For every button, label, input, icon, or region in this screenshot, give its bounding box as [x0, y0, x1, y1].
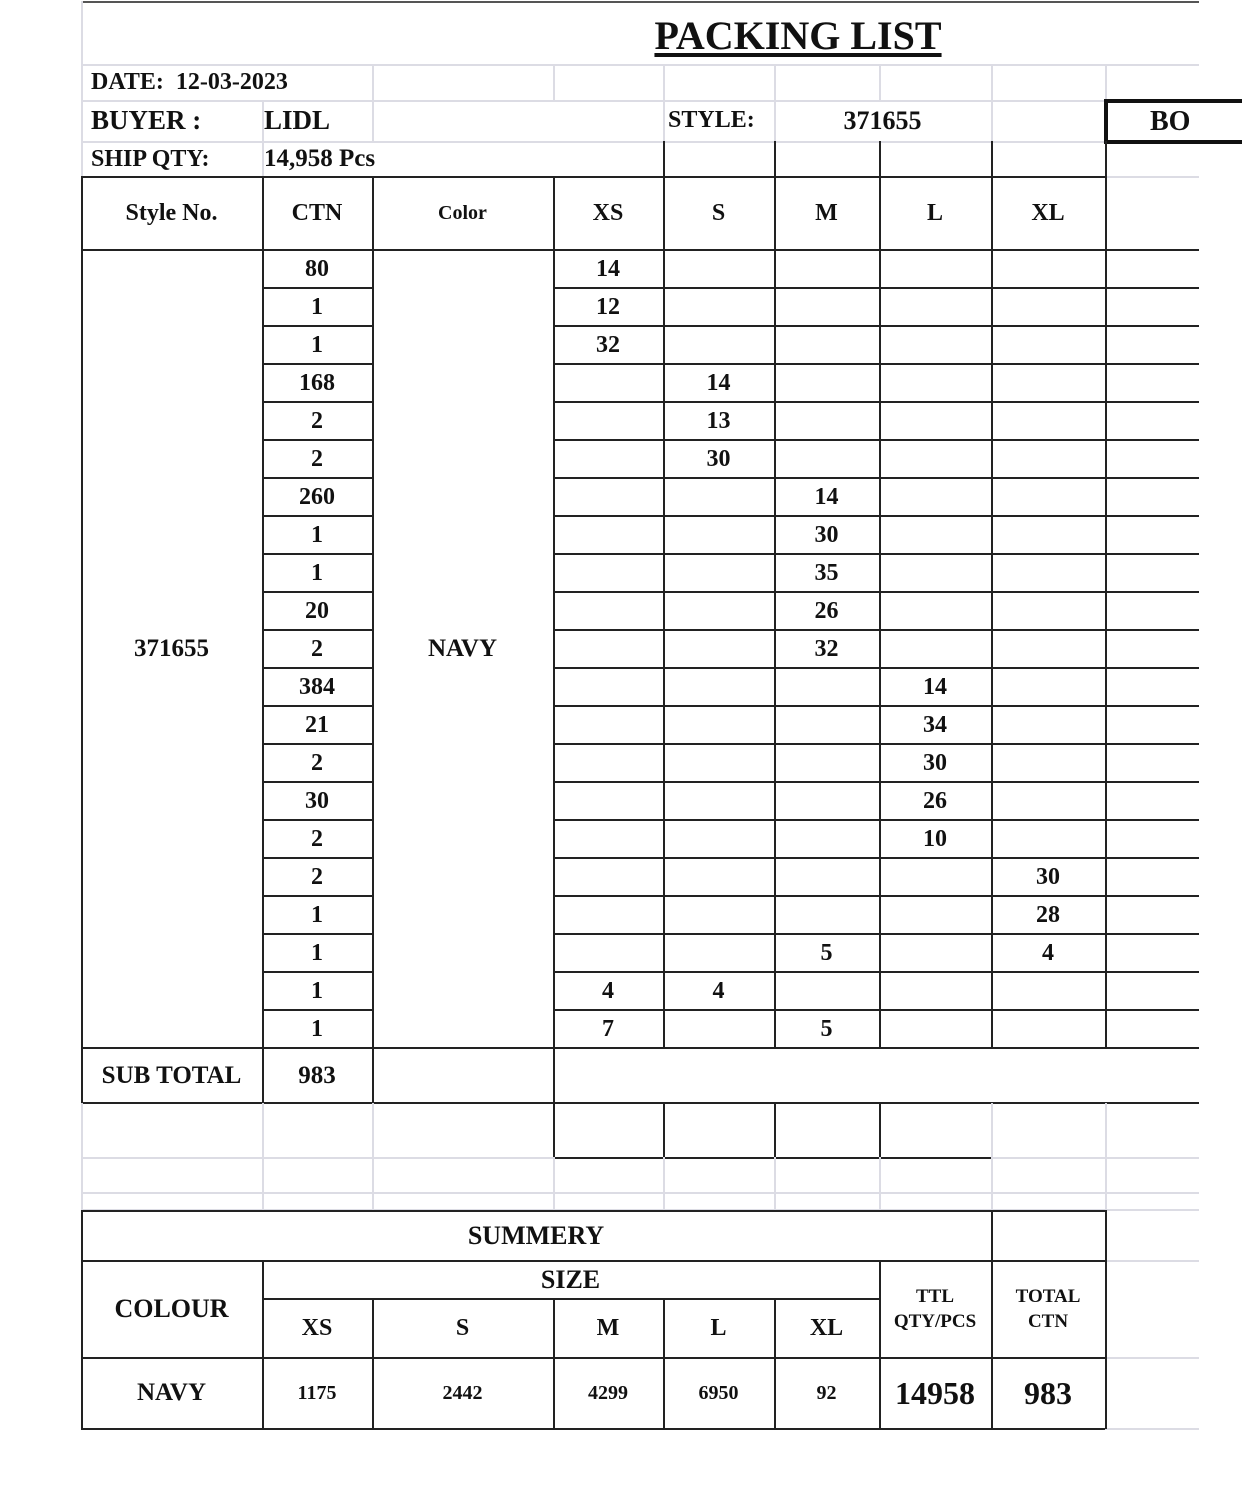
cell-l [879, 592, 991, 630]
table-border [1105, 176, 1107, 1049]
cell-xs [553, 402, 663, 440]
date-field [81, 64, 381, 100]
cell-m [774, 668, 879, 706]
header-ctn: CTN [291, 199, 343, 226]
cell-m: 35 [814, 559, 839, 586]
cell-s [663, 630, 774, 668]
cell-m: 26 [814, 597, 839, 624]
cell-s [663, 896, 774, 934]
cell-m [774, 250, 879, 288]
cell-ctn: 1 [311, 331, 323, 358]
cell-l [879, 288, 991, 326]
cell-m [774, 326, 879, 364]
header-m: M [815, 199, 838, 226]
cell-m [774, 972, 879, 1010]
summary-header-xs: XS [301, 1314, 333, 1341]
cell-ctn: 168 [299, 369, 335, 396]
ship-qty-value: 14,958 Pcs [264, 145, 376, 172]
summary-ttl-qty-value: 14958 [895, 1374, 975, 1411]
cell-m [774, 820, 879, 858]
cell-xs [553, 668, 663, 706]
grid-line [774, 1157, 776, 1211]
style-value: 371655 [843, 105, 922, 135]
summary-xl-value: 92 [816, 1381, 837, 1404]
cell-m [774, 402, 879, 440]
cell-l [879, 934, 991, 972]
cell-xl [991, 326, 1105, 364]
summary-ttl-qty-header [879, 1261, 991, 1357]
page-title: PACKING LIST [654, 12, 942, 58]
cell-m: 14 [814, 483, 839, 510]
grid-line [879, 1157, 881, 1211]
cell-xl [991, 630, 1105, 668]
total-ctn-line2: CTN [1027, 1311, 1069, 1332]
grid-line [1105, 1357, 1199, 1359]
cell-l [879, 516, 991, 554]
buyer-label: BUYER : [91, 105, 202, 135]
summary-border [1105, 1210, 1107, 1429]
summary-border [81, 1428, 1105, 1430]
cell-xs [553, 630, 663, 668]
cell-l [879, 326, 991, 364]
cell-m [774, 782, 879, 820]
cell-ctn: 1 [311, 977, 323, 1004]
cell-l: 26 [923, 787, 947, 814]
cell-s [663, 326, 774, 364]
cell-m [774, 288, 879, 326]
ttl-qty-line2: QTY/PCS [893, 1311, 977, 1332]
cell-xl [991, 250, 1105, 288]
cell-xl [991, 440, 1105, 478]
cell-ctn: 1 [311, 939, 323, 966]
cell-xl [991, 554, 1105, 592]
grid-line [663, 1103, 665, 1159]
cell-m [774, 896, 879, 934]
date-value: 12-03-2023 [175, 68, 288, 95]
cell-xs: 32 [596, 331, 620, 358]
cell-ctn: 2 [311, 635, 323, 662]
cell-s [663, 820, 774, 858]
summary-header-xl: XL [809, 1314, 844, 1341]
cell-ctn: 21 [305, 711, 329, 738]
cell-xl [991, 782, 1105, 820]
cell-xs: 14 [596, 255, 620, 282]
cell-xs: 4 [602, 977, 614, 1004]
ship-qty-label: SHIP QTY: [91, 145, 210, 172]
cell-l [879, 630, 991, 668]
ttl-qty-line1: TTL [915, 1286, 955, 1307]
cell-xs [553, 516, 663, 554]
cell-xs [553, 782, 663, 820]
style-label: STYLE: [668, 107, 755, 133]
grid-line [1105, 1260, 1199, 1262]
cell-xs [553, 858, 663, 896]
cell-xl: 30 [1036, 863, 1060, 890]
cell-xs [553, 820, 663, 858]
cell-xs [553, 592, 663, 630]
cell-xl [991, 972, 1105, 1010]
summary-s-value: 2442 [442, 1381, 483, 1404]
cell-m: 30 [814, 521, 839, 548]
grid-line [553, 1157, 991, 1159]
table-border [774, 141, 776, 177]
cell-ctn: 2 [311, 445, 323, 472]
cell-xl: 28 [1036, 901, 1060, 928]
cell-s [663, 744, 774, 782]
cell-ctn: 1 [311, 559, 323, 586]
cell-l [879, 972, 991, 1010]
cell-ctn: 1 [311, 1015, 323, 1042]
top-border [81, 1, 1199, 3]
cell-s [663, 478, 774, 516]
grid-line [774, 1103, 776, 1159]
cell-ctn: 2 [311, 749, 323, 776]
summary-header-m: M [596, 1314, 620, 1341]
cell-s [663, 934, 774, 972]
grid-line [1105, 64, 1107, 100]
cell-s [663, 858, 774, 896]
header-style-no: Style No. [125, 199, 218, 226]
summary-size-header: SIZE [540, 1265, 601, 1294]
header-l: L [926, 199, 943, 226]
cell-m [774, 744, 879, 782]
grid-line [1105, 1103, 1107, 1211]
grid-line [991, 1103, 993, 1211]
cell-xl [991, 364, 1105, 402]
cell-s: 30 [706, 445, 731, 472]
cell-m [774, 858, 879, 896]
cell-l [879, 858, 991, 896]
table-border [879, 141, 881, 177]
header-xl: XL [1031, 199, 1065, 226]
cell-l [879, 250, 991, 288]
subtotal-label: SUB TOTAL [101, 1061, 242, 1089]
table-border [1105, 141, 1107, 177]
cell-s [663, 288, 774, 326]
cell-xs [553, 934, 663, 972]
summary-title: SUMMERY [467, 1221, 605, 1250]
subtotal-ctn: 983 [298, 1061, 336, 1089]
cell-xl [991, 592, 1105, 630]
color-cell: NAVY [428, 635, 497, 662]
grid-line [262, 1103, 264, 1211]
cell-s [663, 668, 774, 706]
summary-colour-value: NAVY [137, 1379, 206, 1406]
grid-line [1105, 1428, 1199, 1430]
cell-m: 32 [814, 635, 839, 662]
date-label: DATE: [91, 68, 164, 95]
cell-xs: 12 [596, 293, 620, 320]
summary-l-value: 6950 [698, 1381, 739, 1404]
cell-ctn: 2 [311, 863, 323, 890]
cell-xs: 7 [602, 1015, 614, 1042]
cell-xl [991, 820, 1105, 858]
cell-ctn: 1 [311, 521, 323, 548]
cell-s [663, 554, 774, 592]
cell-s [663, 1010, 774, 1048]
grid-line [81, 1157, 553, 1159]
total-ctn-line1: TOTAL [1015, 1286, 1081, 1307]
grid-line [553, 64, 555, 100]
cell-l [879, 478, 991, 516]
cell-s [663, 706, 774, 744]
cell-l: 14 [923, 673, 947, 700]
cell-xl [991, 516, 1105, 554]
table-border [663, 141, 665, 177]
summary-xs-value: 1175 [297, 1381, 337, 1404]
cell-l: 30 [923, 749, 947, 776]
cell-xl [991, 288, 1105, 326]
cell-l [879, 1010, 991, 1048]
cell-s: 13 [706, 407, 731, 434]
cell-ctn: 1 [311, 901, 323, 928]
cell-m: 5 [820, 1015, 833, 1042]
cell-ctn: 20 [305, 597, 329, 624]
grid-line [879, 1103, 881, 1159]
cell-xl [991, 1010, 1105, 1048]
cell-s: 14 [706, 369, 731, 396]
cell-s [663, 250, 774, 288]
cell-ctn: 2 [311, 407, 323, 434]
summary-total-ctn-value: 983 [1024, 1374, 1072, 1411]
grid-line [1105, 176, 1199, 178]
cell-xs [553, 554, 663, 592]
cell-m: 5 [820, 939, 833, 966]
cell-ctn: 260 [299, 483, 335, 510]
grid-line [991, 64, 993, 141]
cell-xl [991, 478, 1105, 516]
cell-xs [553, 896, 663, 934]
summary-colour-header: COLOUR [114, 1294, 229, 1323]
style-no-cell: 371655 [134, 635, 209, 662]
grid-line [663, 1157, 665, 1211]
header-xs: XS [592, 199, 624, 226]
table-border [991, 141, 993, 177]
summary-m-value: 4299 [588, 1381, 628, 1404]
cell-xl [991, 706, 1105, 744]
cell-xs [553, 744, 663, 782]
cell-s [663, 592, 774, 630]
grid-line [372, 1103, 374, 1211]
grid-line [879, 64, 881, 100]
grid-line [81, 1192, 1199, 1194]
cell-l [879, 554, 991, 592]
cell-m [774, 706, 879, 744]
cell-l [879, 440, 991, 478]
grid-line [81, 1103, 83, 1211]
cell-m [774, 440, 879, 478]
cell-s [663, 782, 774, 820]
cell-xl [991, 668, 1105, 706]
cell-xl [991, 402, 1105, 440]
cell-xs [553, 364, 663, 402]
summary-total-ctn-header [991, 1261, 1105, 1357]
cell-l [879, 896, 991, 934]
grid-line [553, 1157, 555, 1211]
header-color: Color [438, 201, 487, 224]
cell-ctn: 384 [299, 673, 335, 700]
box-label-partial: BO [1150, 105, 1191, 137]
grid-line [991, 1157, 1199, 1159]
buyer-value: LIDL [264, 105, 331, 135]
cell-xs [553, 706, 663, 744]
cell-ctn: 80 [305, 255, 329, 282]
summary-header-l: L [710, 1314, 727, 1341]
header-s: S [711, 199, 726, 226]
cell-xl [991, 744, 1105, 782]
cell-ctn: 2 [311, 825, 323, 852]
cell-l: 10 [923, 825, 947, 852]
cell-l [879, 402, 991, 440]
cell-l [879, 364, 991, 402]
cell-xs [553, 478, 663, 516]
cell-m [774, 364, 879, 402]
cell-xs [553, 440, 663, 478]
cell-s [663, 516, 774, 554]
cell-l: 34 [923, 711, 947, 738]
cell-ctn: 1 [311, 293, 323, 320]
cell-s: 4 [712, 977, 725, 1004]
summary-header-s: S [455, 1314, 470, 1341]
cell-ctn: 30 [305, 787, 329, 814]
cell-xl: 4 [1042, 939, 1054, 966]
